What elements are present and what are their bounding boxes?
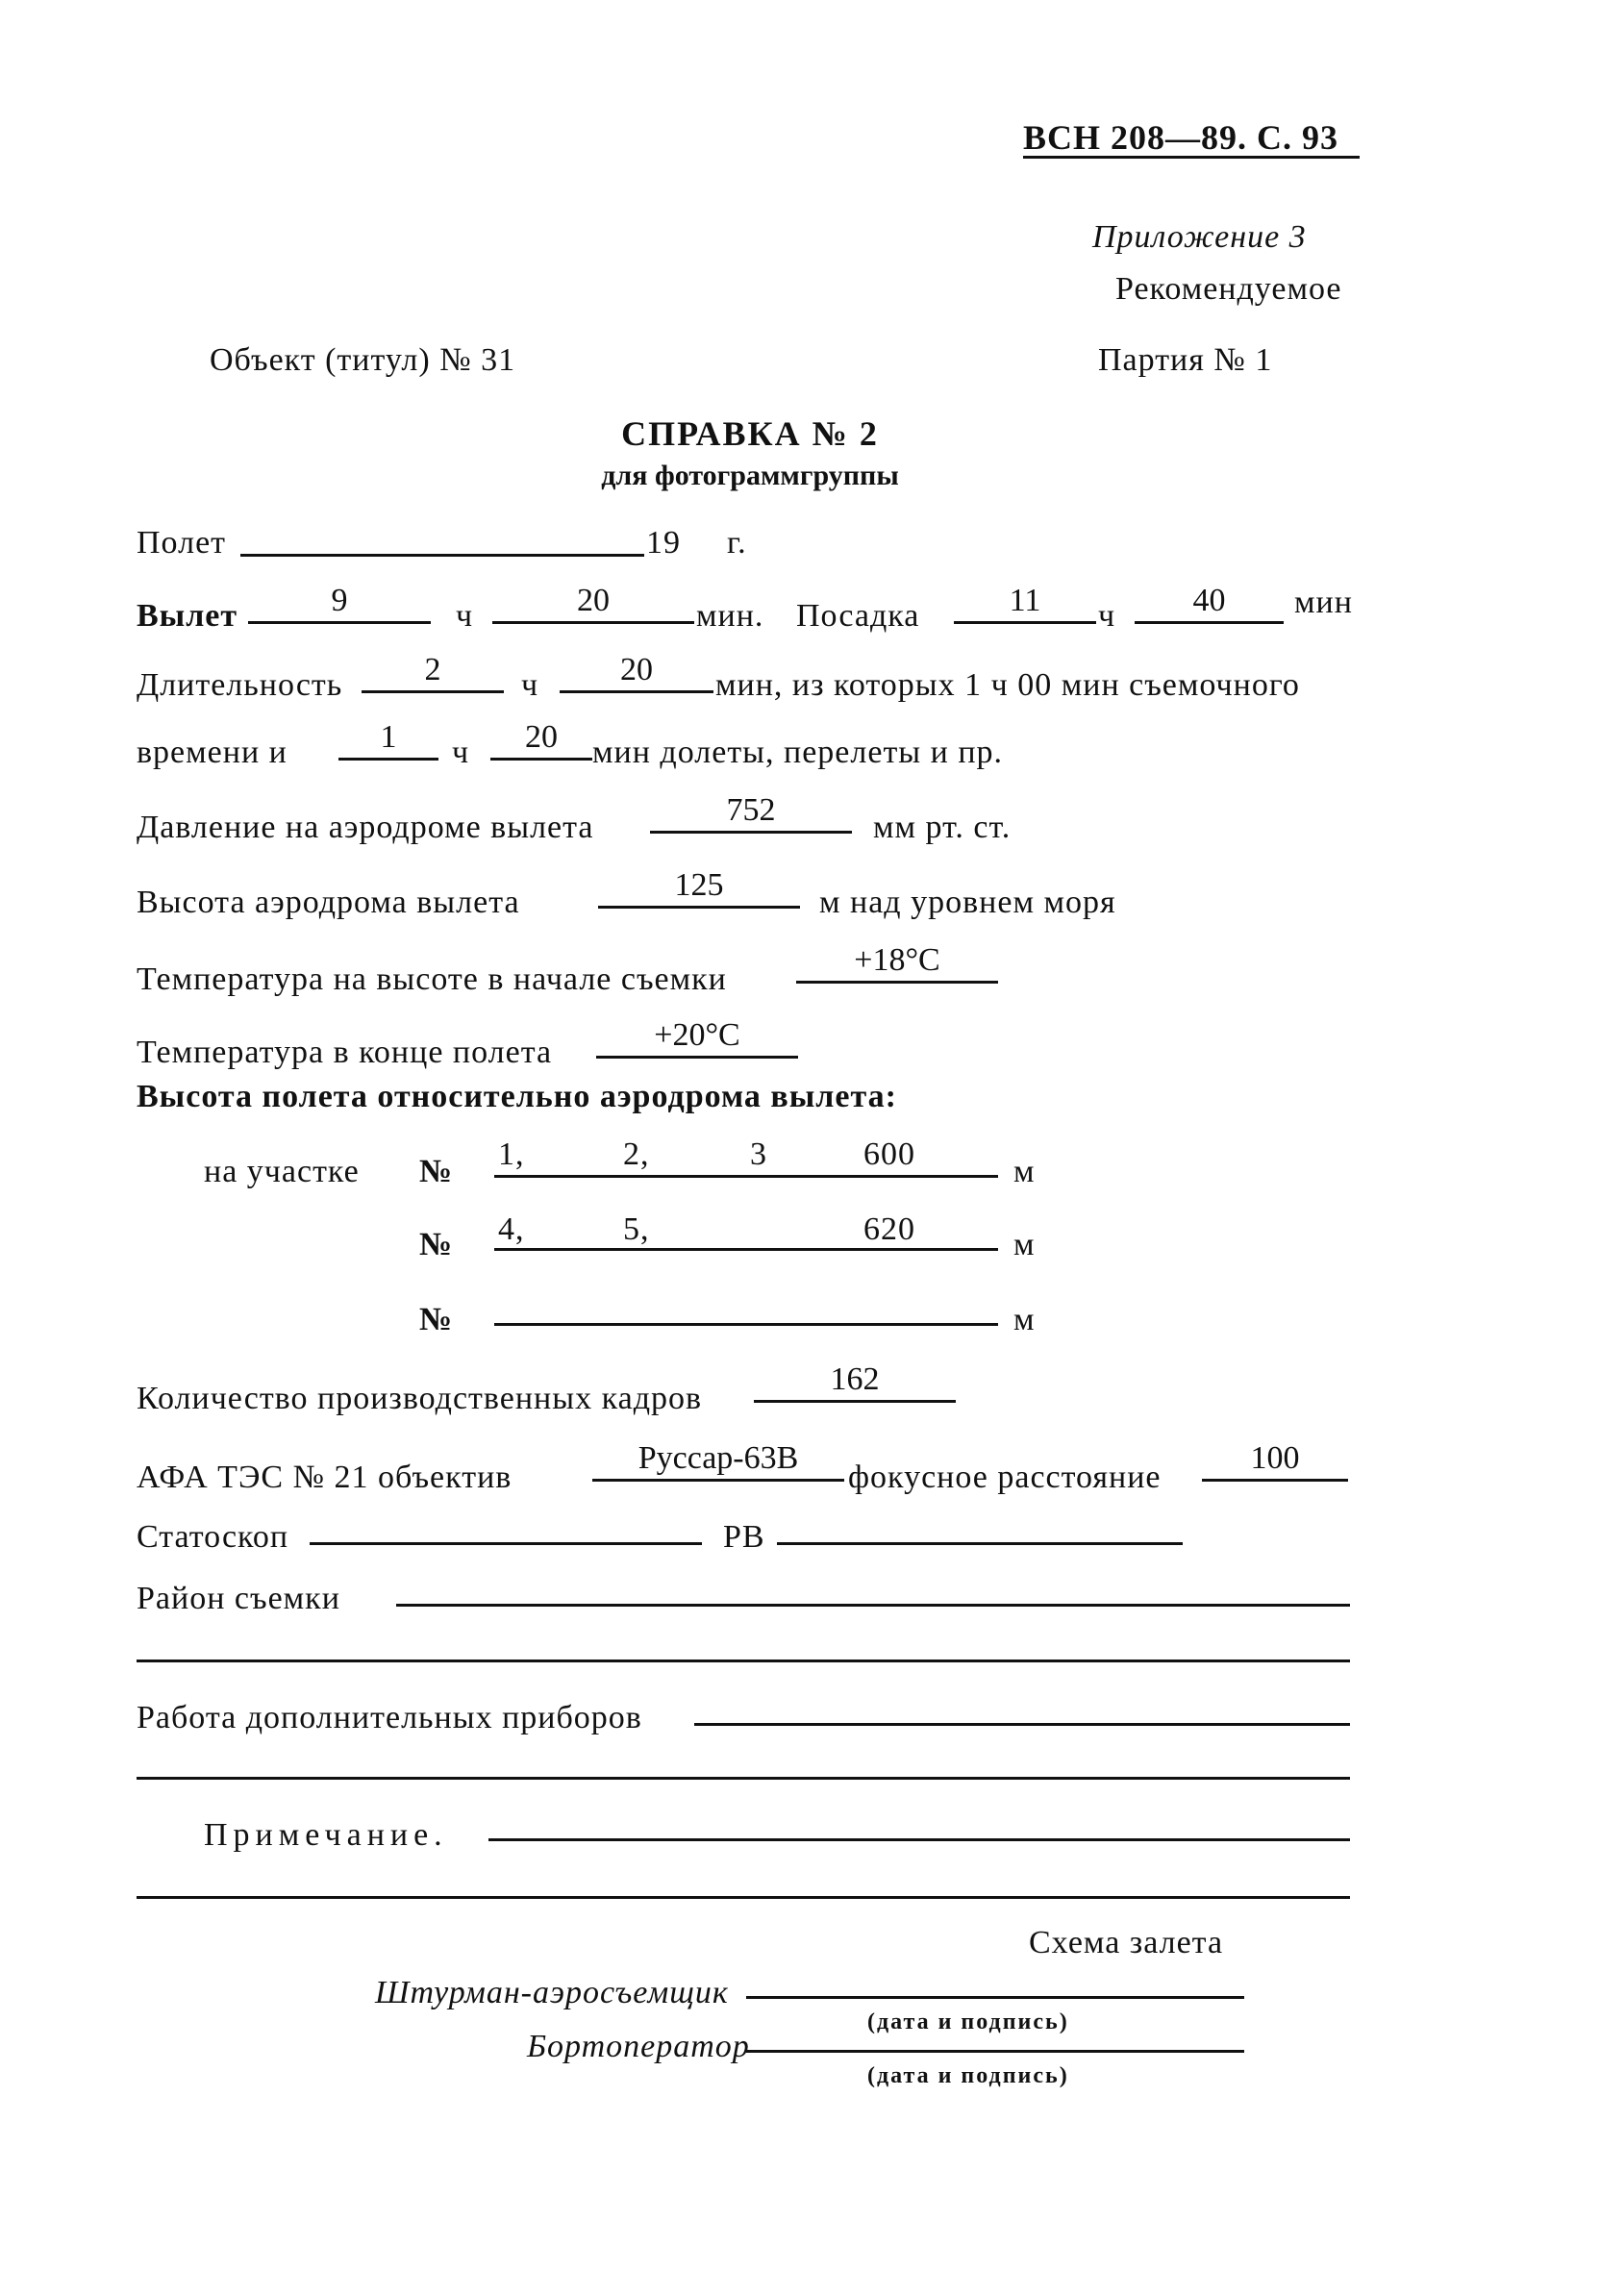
section-row-line xyxy=(494,1175,998,1178)
time-minutes: 20 xyxy=(490,721,592,761)
pressure-value: 752 xyxy=(650,794,852,834)
area-line xyxy=(396,1604,1350,1607)
temp-start-label: Температура на высоте в начале съемки xyxy=(137,961,727,997)
signature-line xyxy=(746,1996,1244,1999)
area-label: Район съемки xyxy=(137,1581,340,1616)
statoscope-line xyxy=(310,1542,702,1545)
party-label: Партия № 1 xyxy=(1098,342,1273,378)
pressure-label: Давление на аэродроме вылета xyxy=(137,810,594,845)
extra-label: Работа дополнительных приборов xyxy=(137,1700,642,1735)
extra-line-2 xyxy=(137,1777,1350,1780)
section-unit: м xyxy=(1013,1302,1036,1337)
page-title: СПРАВКА № 2 xyxy=(621,414,879,453)
duration-label: Длительность xyxy=(137,667,343,703)
section-num-sign: № xyxy=(419,1154,454,1189)
section-num: 2, xyxy=(623,1136,650,1172)
section-num-sign: № xyxy=(419,1302,454,1337)
pressure-unit: мм рт. ст. xyxy=(873,810,1012,845)
section-height: 620 xyxy=(863,1211,915,1247)
afa-label: АФА ТЭС № 21 объектив xyxy=(137,1460,512,1495)
landing-minutes: 40 xyxy=(1135,585,1284,624)
extra-line xyxy=(694,1723,1350,1726)
duration-tail: мин, из которых 1 ч 00 мин съемочного xyxy=(715,667,1300,703)
signature-role: Бортоператор xyxy=(527,2029,750,2064)
doc-reference: ВСН 208—89. С. 93 xyxy=(1023,118,1339,157)
section-row-line xyxy=(494,1248,998,1251)
section-num: 1, xyxy=(498,1136,525,1172)
temp-start-value: +18°С xyxy=(796,944,998,984)
note-label: Примечание. xyxy=(204,1817,448,1853)
section-height: 600 xyxy=(863,1136,915,1172)
departure-hours: 9 xyxy=(248,585,431,624)
time-label: времени и xyxy=(137,735,288,770)
statoscope-label: Статоскоп xyxy=(137,1519,289,1555)
temp-end-label: Температура в конце полета xyxy=(137,1035,553,1070)
section-num: 3 xyxy=(750,1136,767,1172)
flight-label: Полет xyxy=(137,525,227,561)
signature-hint: (дата и подпись) xyxy=(867,2063,1069,2088)
landing-label: Посадка xyxy=(796,598,920,634)
landing-hours: 11 xyxy=(954,585,1096,624)
flight-height-label: Высота полета относительно аэродрома вылета: xyxy=(137,1079,897,1114)
duration-hours: 2 xyxy=(362,654,504,693)
flight-date-line xyxy=(240,554,644,557)
rv-line xyxy=(777,1542,1183,1545)
section-label: на участке xyxy=(204,1154,360,1189)
note-line xyxy=(488,1838,1350,1841)
header-underline xyxy=(1023,156,1360,159)
flight-year-unit: г. xyxy=(727,525,747,561)
altitude-unit: м над уровнем моря xyxy=(819,885,1116,920)
signature-hint: (дата и подпись) xyxy=(867,2009,1069,2034)
appendix-label: Приложение 3 xyxy=(1092,219,1307,255)
area-line-2 xyxy=(137,1660,1350,1662)
afa-lens: Руссар-63В xyxy=(592,1442,844,1482)
scheme-label: Схема залета xyxy=(1029,1925,1224,1960)
note-line-2 xyxy=(137,1896,1350,1899)
altitude-value: 125 xyxy=(598,869,800,909)
section-num: 4, xyxy=(498,1211,525,1247)
section-row-line xyxy=(494,1323,998,1326)
rv-label: РВ xyxy=(723,1519,765,1555)
page-subtitle: для фотограммгруппы xyxy=(601,460,899,491)
frames-label: Количество производственных кадров xyxy=(137,1381,703,1416)
flight-year: 19 xyxy=(646,525,681,561)
departure-minutes: 20 xyxy=(492,585,694,624)
temp-end-value: +20°С xyxy=(596,1019,798,1059)
afa-focal-label: фокусное расстояние xyxy=(848,1460,1162,1495)
appendix-status: Рекомендуемое xyxy=(1115,271,1342,307)
section-unit: м xyxy=(1013,1154,1036,1189)
object-label: Объект (титул) № 31 xyxy=(210,342,516,378)
time-hours: 1 xyxy=(338,721,438,761)
landing-h-unit: ч xyxy=(1098,598,1116,634)
signature-line xyxy=(746,2050,1244,2053)
section-unit: м xyxy=(1013,1227,1036,1262)
time-h-unit: ч xyxy=(452,735,470,770)
signature-role: Штурман-аэросъемщик xyxy=(375,1975,729,2010)
frames-value: 162 xyxy=(754,1363,956,1403)
section-num: 5, xyxy=(623,1211,650,1247)
landing-m-unit: мин xyxy=(1294,585,1353,620)
altitude-label: Высота аэродрома вылета xyxy=(137,885,520,920)
time-tail: мин долеты, перелеты и пр. xyxy=(592,735,1004,770)
departure-label: Вылет xyxy=(137,598,238,634)
section-num-sign: № xyxy=(419,1227,454,1262)
duration-minutes: 20 xyxy=(560,654,713,693)
departure-m-unit: мин. xyxy=(696,598,764,634)
afa-focal: 100 xyxy=(1202,1442,1348,1482)
departure-h-unit: ч xyxy=(456,598,474,634)
duration-h-unit: ч xyxy=(521,667,539,703)
